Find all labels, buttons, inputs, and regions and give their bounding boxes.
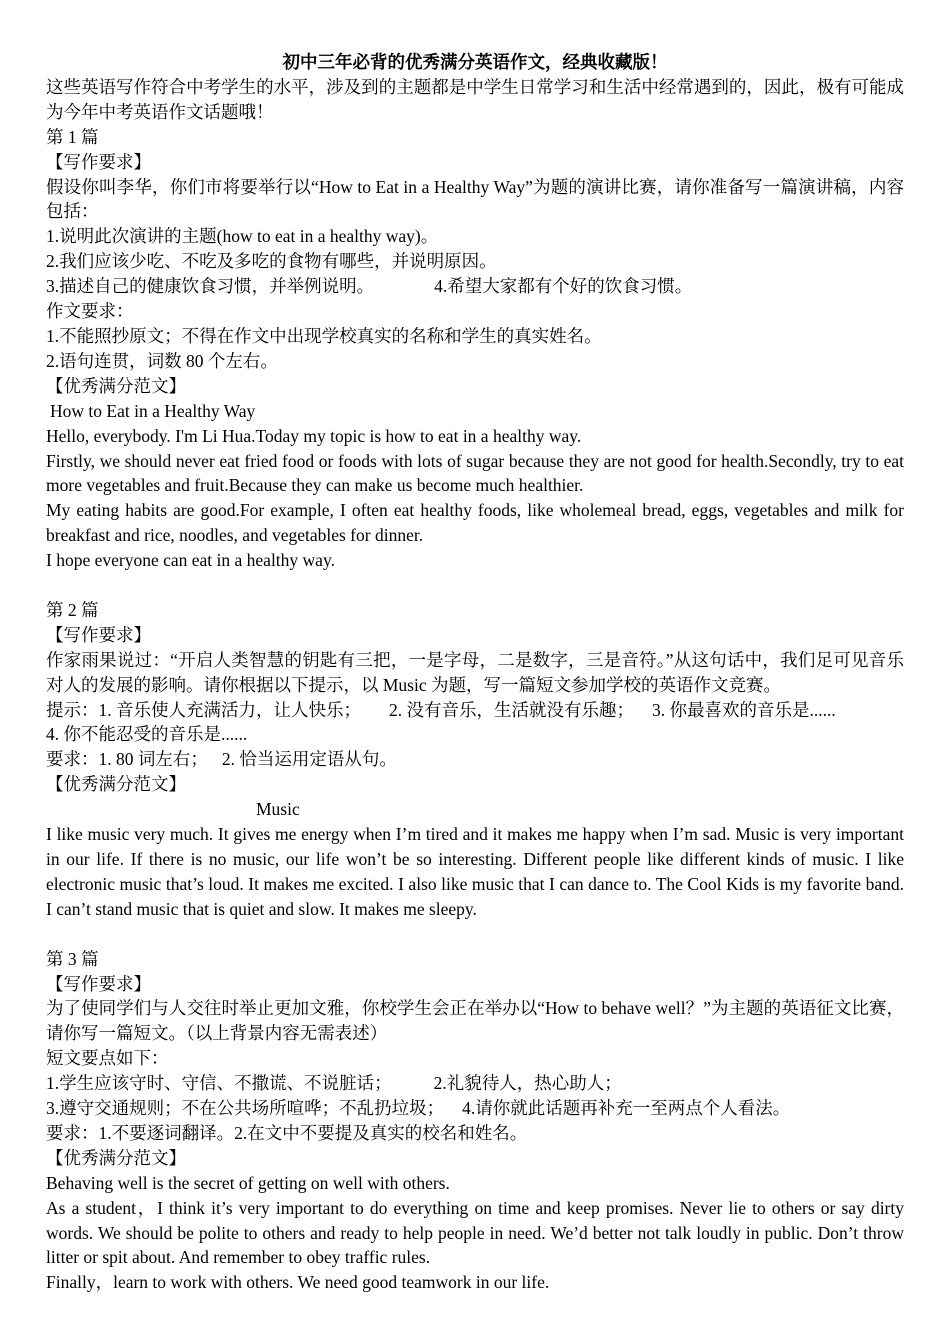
- document-page: [46, 50, 904, 1295]
- essay3-points-heading: 短文要点如下：: [46, 1048, 169, 1069]
- essay1-paragraph-3: My eating habits are good.For example, I often eat healthy foods, like wholemeal bread, eggs, vegetables and milk for breakfast and rice, noodles, and vegetables for dinner.: [46, 500, 904, 546]
- essay2-essay-title: Music: [256, 799, 300, 820]
- essay3-paragraph-1: Behaving well is the secret of getting on well with others.: [46, 1172, 450, 1193]
- essay3-points-3-4: [46, 1096, 904, 1121]
- essay2-hint-3: 3. 你最喜欢的音乐是......: [652, 699, 836, 720]
- essay3-points-1-2: [46, 1071, 904, 1096]
- essay3-paragraph-3: Finally，learn to work with others. We need good teamwork in our life.: [46, 1272, 550, 1293]
- essay3-model-label: 【优秀满分范文】: [46, 1147, 186, 1168]
- essay3-requirement-label: 【写作要求】: [46, 973, 151, 994]
- essay2-model-label: 【优秀满分范文】: [46, 774, 186, 795]
- essay1-model-label: 【优秀满分范文】: [46, 375, 186, 396]
- essay2-requirement-1: 要求：1. 80 词左右；: [46, 749, 208, 770]
- essay3-heading: 第 3 篇: [46, 948, 99, 969]
- essay2-hint-1: 提示：1. 音乐使人充满活力，让人快乐；: [46, 699, 361, 720]
- intro-paragraph: 这些英语写作符合中考学生的水平，涉及到的主题都是中学生日常学习和生活中经常遇到的，因此，极有可能成为今年中考英语作文话题哦！: [46, 76, 904, 122]
- essay3-requirements: 要求：1.不要逐词翻译。2.在文中不要提及真实的校名和姓名。: [46, 1122, 528, 1143]
- essay1-essay-title: How to Eat in a Healthy Way: [50, 400, 256, 421]
- essay1-writing-requirement-2: 2.语句连贯，词数 80 个左右。: [46, 350, 278, 371]
- essay2-requirement-text: 作家雨果说过：“开启人类智慧的钥匙有三把，一是字母，二是数字，三是音符。”从这句话中，我们足可见音乐对人的发展的影响。请你根据以下提示，以 Music 为题，写一篇短文参加学校的英语作文竞赛。: [46, 649, 904, 695]
- essay3-point-4: 4.请你就此话题再补充一至两点个人看法。: [462, 1098, 791, 1119]
- essay3-point-2: 2.礼貌待人，热心助人；: [433, 1073, 622, 1094]
- essay1-point-3: 3.描述自己的健康饮食习惯，并举例说明。: [46, 276, 375, 297]
- essay2-heading: 第 2 篇: [46, 599, 99, 620]
- essay2-hint-4: 4. 你不能忍受的音乐是......: [46, 724, 248, 745]
- essay1-requirement-label: 【写作要求】: [46, 151, 151, 172]
- essay2-requirement-label: 【写作要求】: [46, 624, 151, 645]
- essay1-writing-requirements-heading: 作文要求：: [46, 301, 134, 322]
- essay2-hint-2: 2. 没有音乐，生活就没有乐趣；: [389, 699, 634, 720]
- essay1-writing-requirement-1: 1.不能照抄原文；不得在作文中出现学校真实的名称和学生的真实姓名。: [46, 325, 602, 346]
- blank-line: [46, 573, 904, 598]
- essay1-paragraph-2: Firstly, we should never eat fried food or foods with lots of sugar because they are not good for health.Secondly, try to eat more vegetables and fruit.Because they can make us become much healthier.: [46, 450, 904, 496]
- essay1-points-3-4: [46, 274, 904, 299]
- essay1-paragraph-1: Hello, everybody. I'm Li Hua.Today my topic is how to eat in a healthy way.: [46, 425, 582, 446]
- essay1-heading: 第 1 篇: [46, 126, 99, 147]
- essay2-requirement-2: 2. 恰当运用定语从句。: [221, 749, 397, 770]
- essay3-point-1: 1.学生应该守时、守信、不撒谎、不说脏话；: [46, 1073, 392, 1094]
- blank-line: [46, 922, 904, 947]
- essay1-point-1: 1.说明此次演讲的主题(how to eat in a healthy way)。: [46, 226, 439, 247]
- essay2-requirements-line: [46, 747, 904, 772]
- essay3-paragraph-2: As a student，I think it’s very important to do everything on time and keep promises. Never lie to others or say dirty words. We should be polite to others and ready to help people in need. We’d better not talk loudly in public. Don’t throw litter or spit about. And remember to obey traffic rules.: [46, 1197, 904, 1268]
- essay2-paragraph-1: I like music very much. It gives me energy when I’m tired and it makes me happy when I’m sad. Music is very important in our life. If there is no music, our life won’t be so interesting. Different people like different kinds of music. I like electronic music that’s loud. It makes me excited. I also like music that I can dance to. The Cool Kids is my favorite band. I can’t stand music that is quiet and slow. It makes me sleepy.: [46, 824, 904, 919]
- essay1-point-2: 2.我们应该少吃、不吃及多吃的食物有哪些，并说明原因。: [46, 251, 497, 272]
- essay3-point-3: 3.遵守交通规则；不在公共场所喧哗；不乱扔垃圾；: [46, 1098, 445, 1119]
- essay1-point-4: 4.希望大家都有个好的饮食习惯。: [434, 276, 693, 297]
- essay2-hints-line: [46, 698, 904, 723]
- essay1-paragraph-4: I hope everyone can eat in a healthy way.: [46, 550, 335, 571]
- document-title: 初中三年必背的优秀满分英语作文，经典收藏版！: [282, 52, 668, 72]
- essay1-requirement-text: 假设你叫李华，你们市将要举行以“How to Eat in a Healthy Way”为题的演讲比赛，请你准备写一篇演讲稿，内容包括：: [46, 176, 904, 222]
- essay3-requirement-text: 为了使同学们与人交往时举止更加文雅，你校学生会正在举办以“How to behave well？”为主题的英语征文比赛，请你写一篇短文。（以上背景内容无需表述）: [46, 998, 904, 1044]
